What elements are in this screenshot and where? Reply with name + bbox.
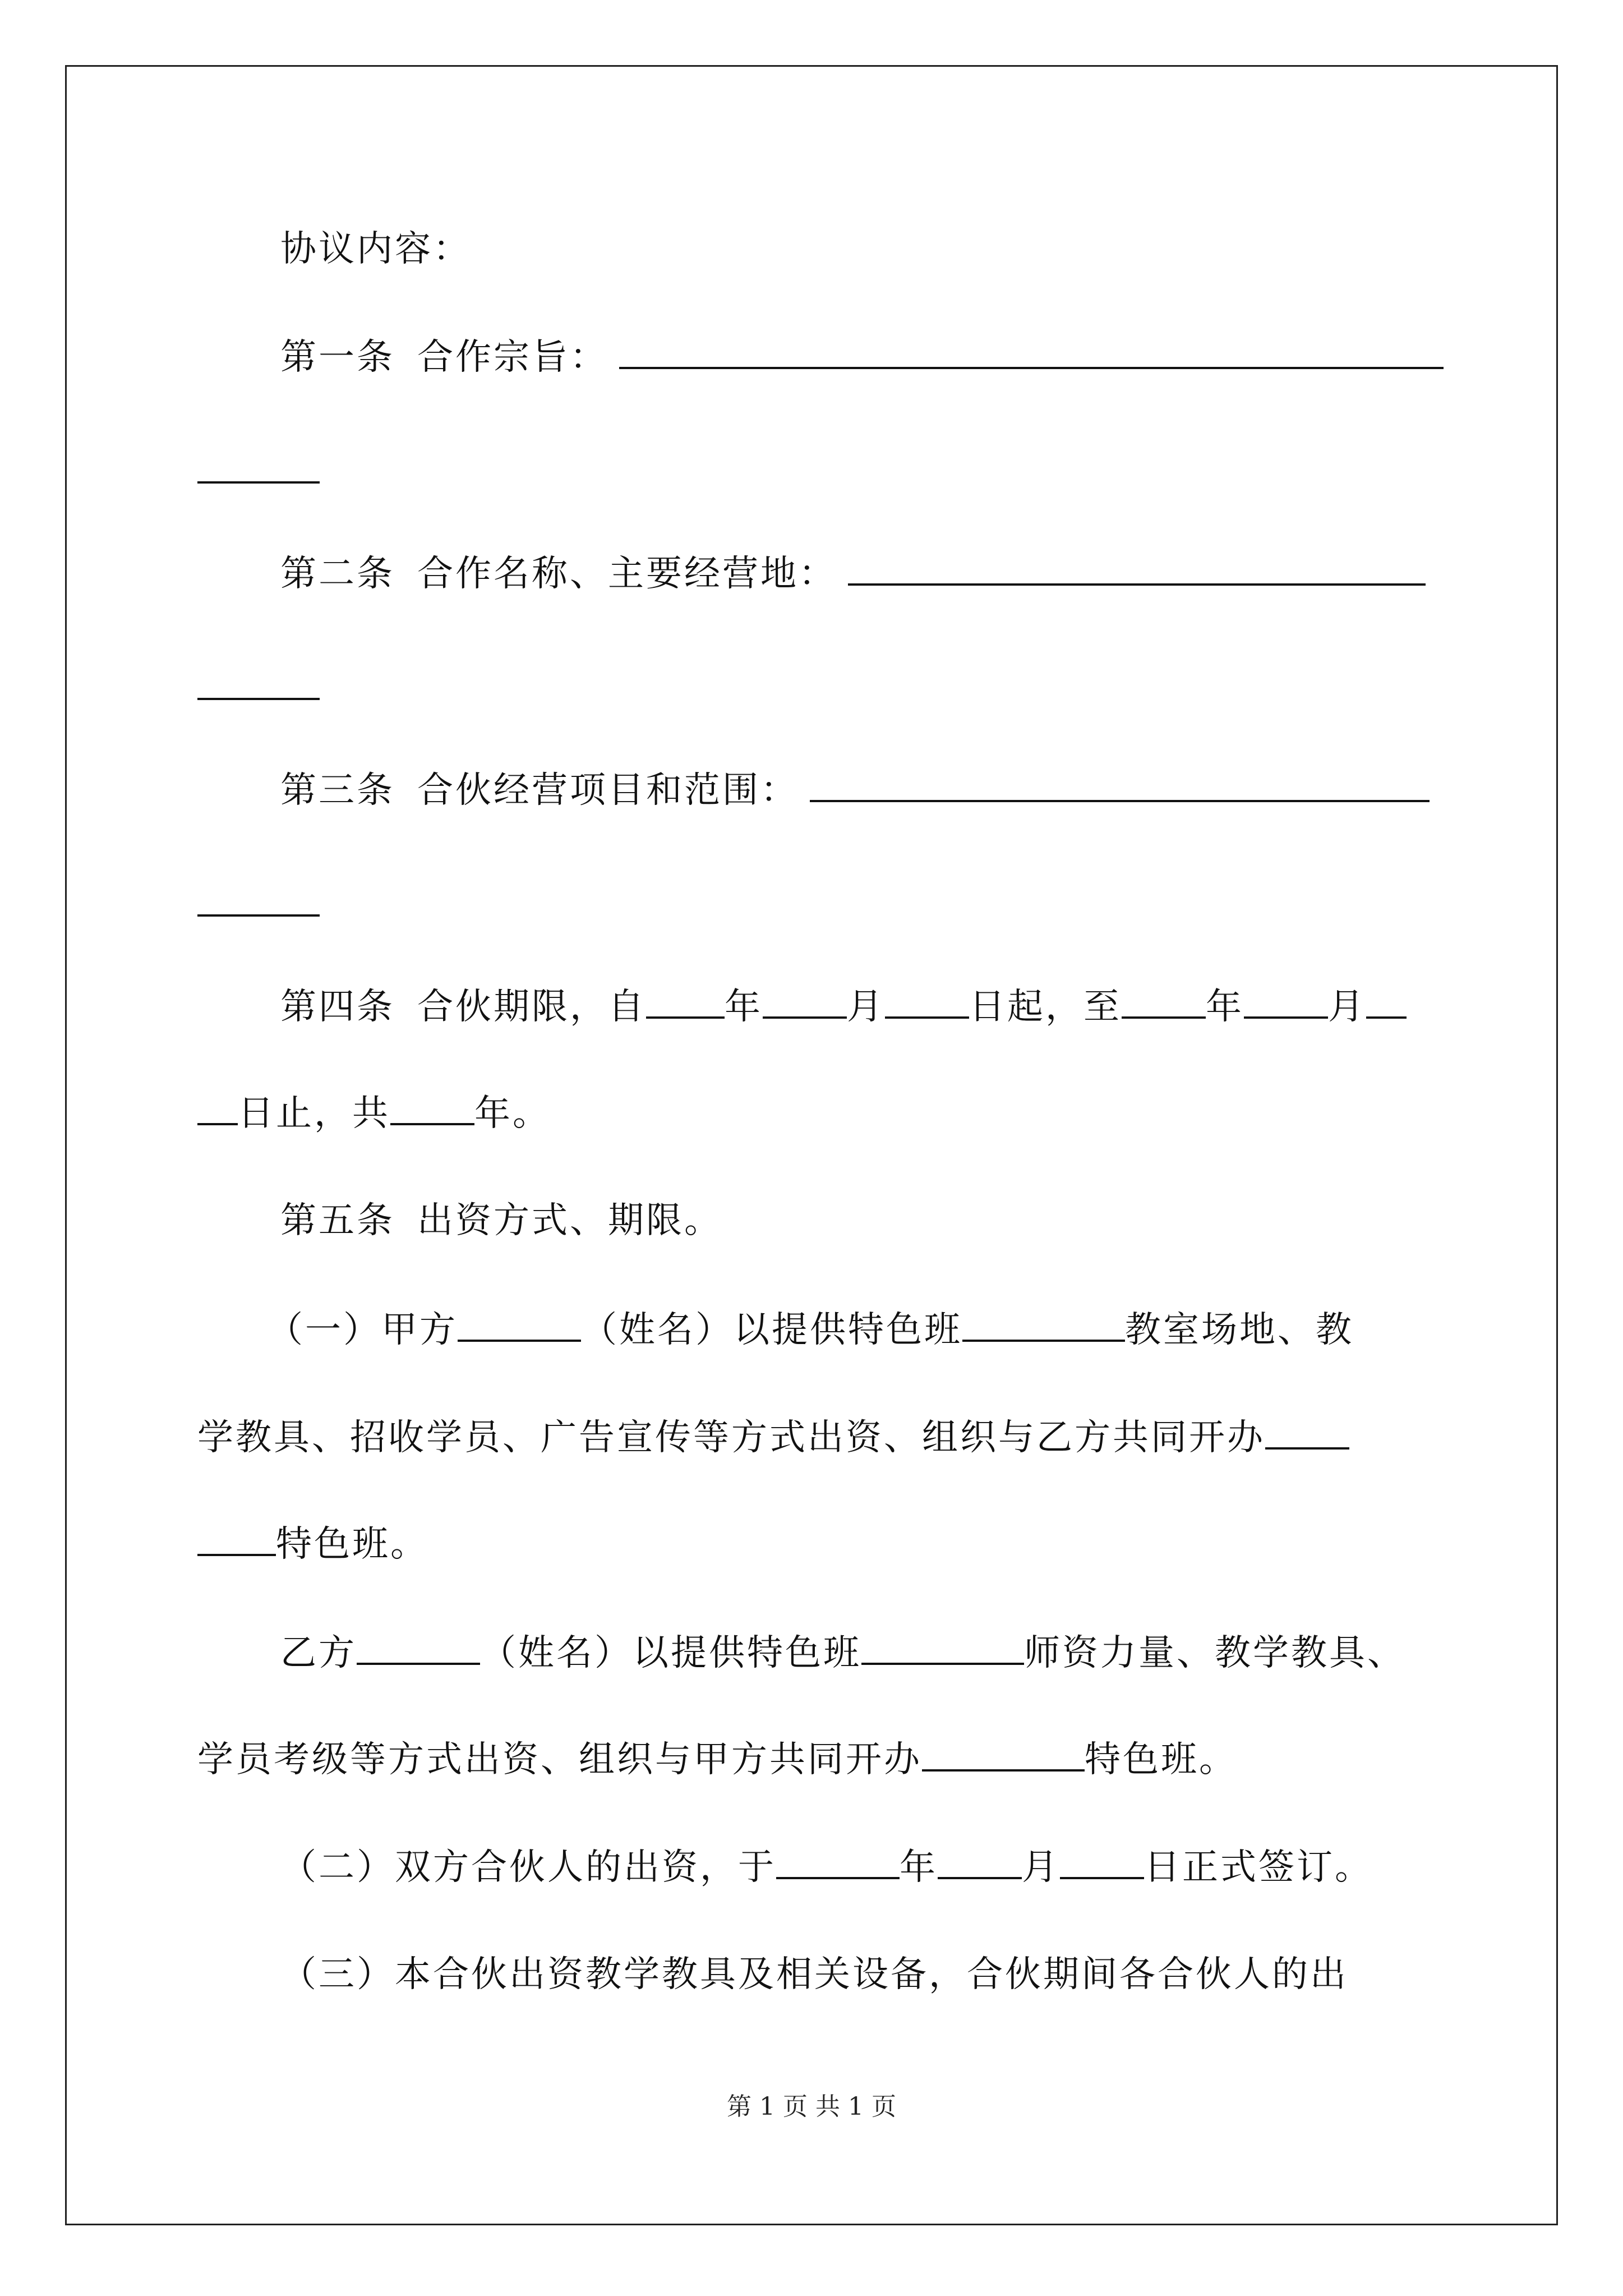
page-border — [65, 65, 1558, 2225]
article2-blank — [848, 551, 1426, 586]
article5-p4-line — [280, 1952, 1348, 1997]
article5-p3-end: 日正式签订。 — [1144, 1847, 1373, 1888]
article4-month-label: 月 — [847, 986, 885, 1028]
article5-p2-line2 — [197, 1737, 1237, 1782]
article5-p2-b: （姓名）以提供特色班 — [480, 1632, 861, 1674]
article5-p4: （三）本合伙出资教学教具及相关设备，合伙期间各合伙人的出 — [280, 1954, 1348, 1995]
article4-month-blank — [763, 984, 847, 1019]
article2-prefix: 第二条 — [280, 553, 395, 595]
article1-title: 合作宗旨： — [417, 337, 608, 378]
article2-line — [280, 551, 1426, 596]
article5-p3-year-blank — [776, 1844, 900, 1879]
article5-line — [280, 1198, 722, 1243]
article1-blank — [619, 334, 1444, 369]
article5-p1-line3 — [197, 1521, 428, 1567]
article5-p3-line — [280, 1844, 1373, 1890]
article3-blank-cont — [197, 882, 320, 917]
article4-month2-blank — [1244, 984, 1328, 1019]
page-footer — [0, 2091, 1623, 2123]
article5-p2-c: 师资力量、教学教具、 — [1024, 1632, 1405, 1674]
article3-blank — [810, 767, 1430, 802]
article4-year-label: 年 — [725, 986, 763, 1028]
article5-p3-year-label: 年 — [900, 1847, 938, 1888]
article5-title: 出资方式、期限。 — [417, 1200, 722, 1241]
article4-day-start-label: 日起，至 — [969, 986, 1122, 1028]
article5-p2-name-blank — [357, 1630, 480, 1665]
article4-year2-label: 年 — [1206, 986, 1244, 1028]
article3-prefix: 第三条 — [280, 770, 395, 811]
article5-p1-class-blank — [962, 1307, 1125, 1342]
article4-years-label: 年。 — [474, 1093, 551, 1134]
intro-text: 协议内容： — [280, 228, 471, 270]
article5-p1-d: 学教具、招收学员、广告宣传等方式出资、组织与乙方共同开办 — [197, 1417, 1265, 1458]
article4-continuation — [197, 1091, 551, 1136]
article5-p2-a: 乙方 — [280, 1632, 357, 1674]
article5-p2-d: 学员考级等方式出资、组织与甲方共同开办 — [197, 1739, 922, 1780]
article5-p2-line1 — [280, 1630, 1405, 1676]
article4-day2-blank — [1366, 984, 1407, 1019]
article2-title: 合作名称、主要经营地： — [417, 553, 837, 595]
article3-line — [280, 767, 1430, 813]
article5-p1-open-blank-cont — [197, 1521, 276, 1556]
article5-p3-a: （二）双方合伙人的出资，于 — [280, 1847, 776, 1888]
article5-p1-line2 — [197, 1415, 1349, 1460]
article5-p1-c: 教室场地、教 — [1125, 1309, 1354, 1351]
article4-prefix: 第四条 — [280, 986, 395, 1028]
intro-line — [280, 227, 471, 272]
article1-prefix: 第一条 — [280, 337, 395, 378]
article5-p1-b: （姓名）以提供特色班 — [581, 1309, 962, 1351]
article5-prefix: 第五条 — [280, 1200, 395, 1241]
article2-blank-cont — [197, 665, 320, 700]
article3-title: 合伙经营项目和范围： — [417, 770, 799, 811]
article4-year-blank — [646, 984, 725, 1019]
article3-continuation — [197, 882, 320, 927]
article5-p1-line1 — [267, 1307, 1354, 1352]
article5-p1-name-blank — [458, 1307, 581, 1342]
article5-p1-a: （一）甲方 — [267, 1309, 458, 1351]
page-number-label: 第 1 页 共 1 页 — [727, 2092, 896, 2121]
article5-p2-open-blank — [922, 1737, 1085, 1772]
article5-p2-e: 特色班。 — [1085, 1739, 1237, 1780]
article2-continuation — [197, 665, 320, 711]
article5-p3-month-label: 月 — [1022, 1847, 1060, 1888]
article5-p2-class-blank — [861, 1630, 1024, 1665]
article4-line — [280, 984, 1407, 1029]
article5-p1-e: 特色班。 — [276, 1524, 428, 1565]
article5-p3-day-blank — [1060, 1844, 1144, 1879]
article4-month2-label: 月 — [1328, 986, 1366, 1028]
article4-year2-blank — [1122, 984, 1206, 1019]
article4-text1: 合伙期限，自 — [417, 986, 646, 1028]
article1-continuation — [197, 449, 320, 494]
article1-line — [280, 334, 1444, 380]
article4-years-blank — [390, 1091, 474, 1125]
article4-day2-blank-cont — [197, 1091, 238, 1125]
article1-blank-cont — [197, 449, 320, 484]
article5-p1-open-blank — [1265, 1415, 1349, 1450]
article4-end-label: 日止，共 — [238, 1093, 390, 1134]
article5-p3-month-blank — [938, 1844, 1022, 1879]
article4-day-blank — [885, 984, 969, 1019]
